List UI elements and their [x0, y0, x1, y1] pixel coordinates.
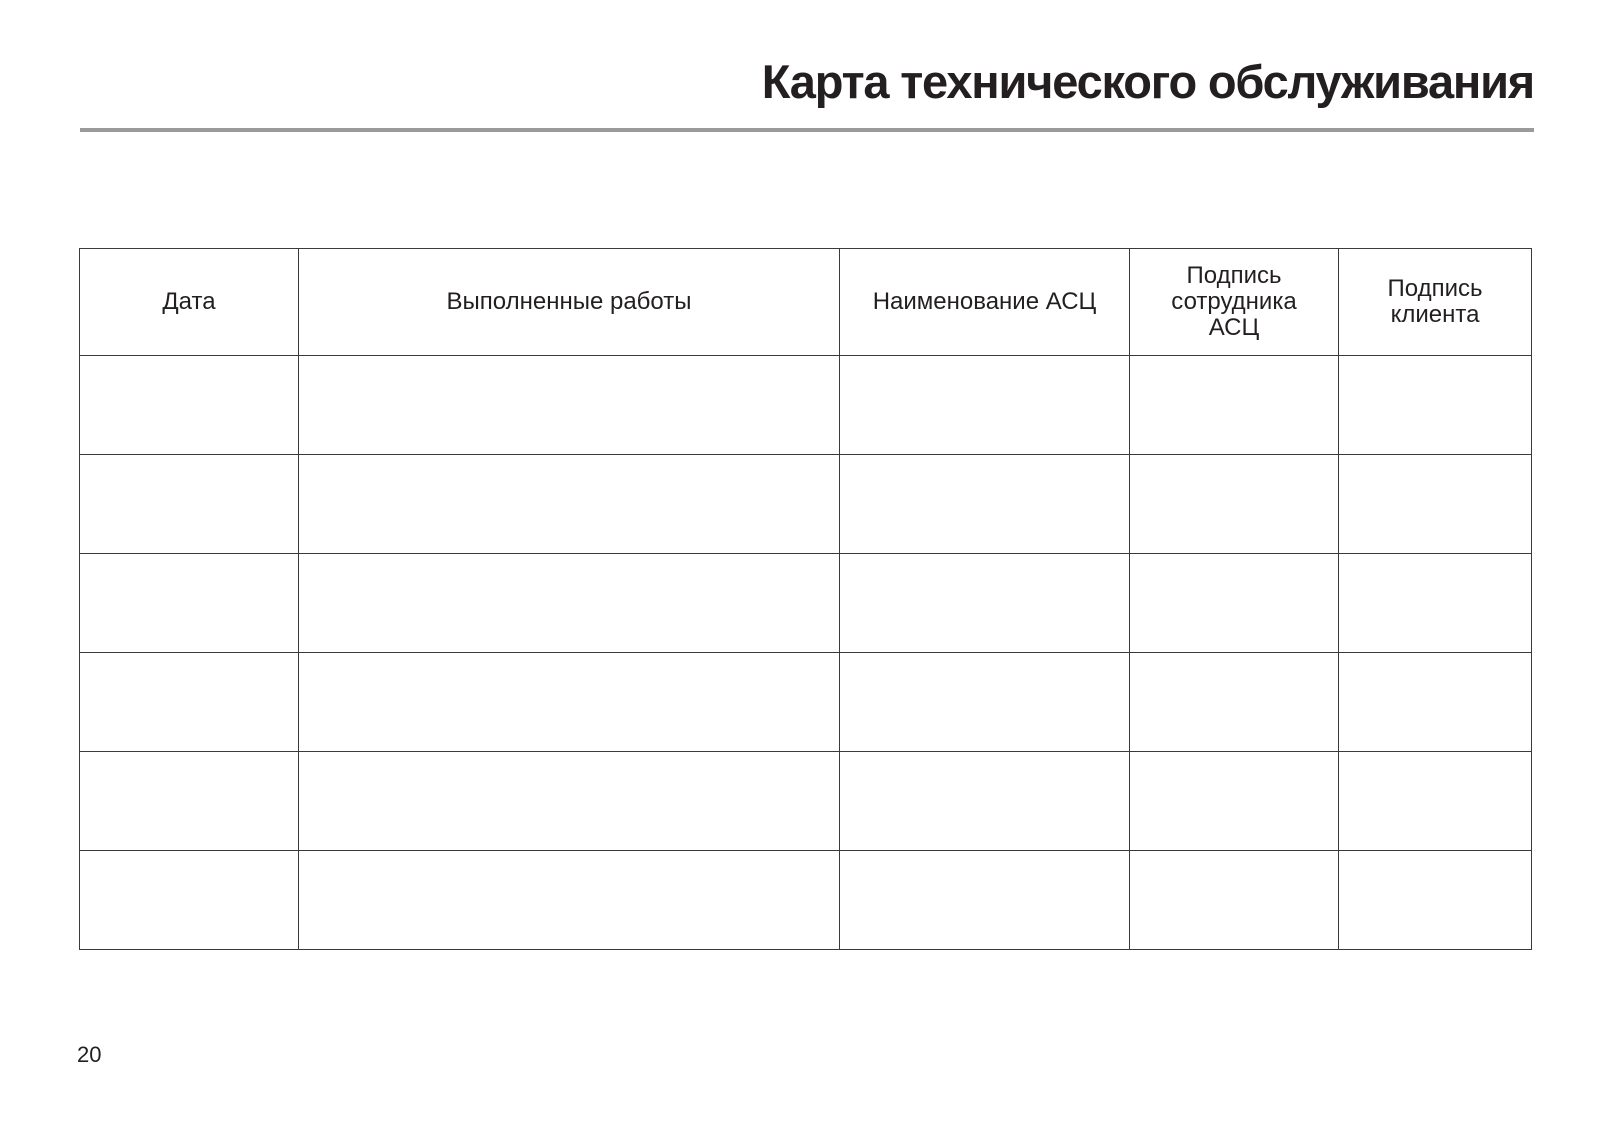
client-signature-cell: [1339, 752, 1532, 851]
title-divider: [80, 128, 1534, 132]
work-performed-cell: [299, 554, 840, 653]
client-signature-cell: [1339, 455, 1532, 554]
client-signature-cell: [1339, 356, 1532, 455]
table-body: [80, 356, 1532, 950]
service-center-name-cell: [840, 851, 1130, 950]
work-performed-cell: [299, 653, 840, 752]
date-cell: [80, 356, 299, 455]
work-performed-cell: [299, 455, 840, 554]
work-performed-cell: [299, 752, 840, 851]
column-header-service-center-name: Наименование АСЦ: [840, 249, 1130, 356]
column-header-work-performed: Выполненные работы: [299, 249, 840, 356]
table-header-row: [80, 249, 1532, 356]
service-center-name-cell: [840, 455, 1130, 554]
client-signature-cell: [1339, 851, 1532, 950]
staff-signature-cell: [1130, 356, 1339, 455]
date-cell: [80, 455, 299, 554]
date-cell: [80, 554, 299, 653]
staff-signature-cell: [1130, 653, 1339, 752]
service-record-table: [79, 248, 1532, 950]
column-header-date: Дата: [80, 249, 299, 356]
table-row: [80, 554, 1532, 653]
service-center-name-cell: [840, 554, 1130, 653]
staff-signature-cell: [1130, 554, 1339, 653]
service-center-name-cell: [840, 653, 1130, 752]
staff-signature-cell: [1130, 851, 1339, 950]
staff-signature-cell: [1130, 455, 1339, 554]
page-title: Карта технического обслуживания: [761, 55, 1534, 108]
work-performed-cell: [299, 851, 840, 950]
date-cell: [80, 752, 299, 851]
client-signature-cell: [1339, 653, 1532, 752]
staff-signature-cell: [1130, 752, 1339, 851]
column-header-client-signature: Подпись клиента: [1339, 249, 1532, 356]
date-cell: [80, 653, 299, 752]
table-row: [80, 356, 1532, 455]
client-signature-cell: [1339, 554, 1532, 653]
page-number: 20: [77, 1042, 102, 1067]
service-center-name-cell: [840, 356, 1130, 455]
date-cell: [80, 851, 299, 950]
column-header-staff-signature: Подпись сотрудника АСЦ: [1130, 249, 1339, 356]
table-row: [80, 752, 1532, 851]
table-row: [80, 851, 1532, 950]
table-row: [80, 653, 1532, 752]
service-center-name-cell: [840, 752, 1130, 851]
work-performed-cell: [299, 356, 840, 455]
table-row: [80, 455, 1532, 554]
